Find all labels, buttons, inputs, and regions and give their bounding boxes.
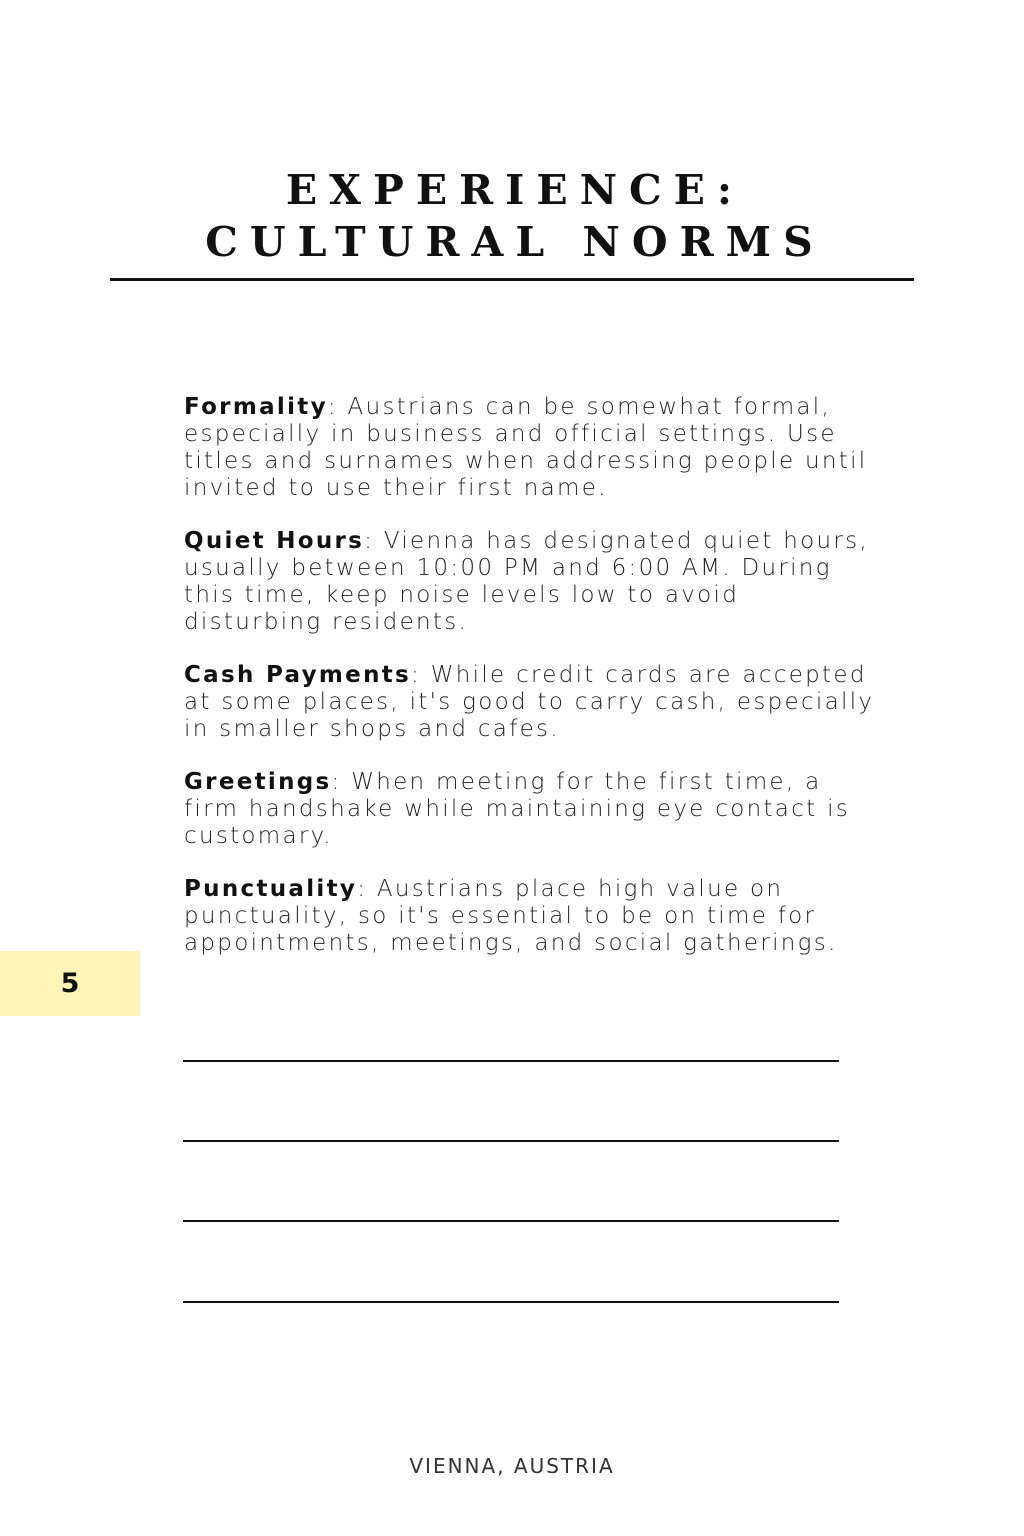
norm-text: : When meeting for the first time, a firm handshake while maintaining eye contact is customary. (184, 769, 851, 849)
norm-text: : Vienna has designated quiet hours, usually between 10:00 PM and 6:00 AM. During this time, keep noise levels low to avoid disturbing residents. (184, 528, 870, 635)
norm-item-greetings (184, 769, 884, 850)
footer-location: VIENNA, AUSTRIA (409, 1454, 615, 1478)
norm-text: : Austrians place high value on punctuality, so it's essential to be on time for appointments, meetings, and social gatherings. (184, 876, 838, 956)
norm-term: Greetings (184, 769, 332, 795)
writing-line (183, 1220, 839, 1222)
norm-item-cash-payments (184, 662, 884, 743)
norms-list (184, 394, 884, 983)
page-number: 5 (60, 968, 80, 999)
norm-item-formality (184, 394, 884, 502)
norm-term: Formality (184, 394, 328, 420)
norm-term: Punctuality (184, 876, 358, 902)
writing-line (183, 1060, 839, 1062)
writing-line (183, 1140, 839, 1142)
norm-item-punctuality (184, 876, 884, 957)
norm-text: : Austrians can be somewhat formal, especially in business and official settings. Use titles and surnames when addressing people until invited to use their first name. (184, 394, 868, 501)
norm-text: : While credit cards are accepted at some places, it's good to carry cash, especially in smaller shops and cafes. (184, 662, 875, 742)
page-number-badge (0, 951, 140, 1016)
page-title: EXPERIENCE: CULTURAL NORMS (205, 166, 825, 266)
norm-term: Cash Payments (184, 662, 412, 688)
title-underline (110, 278, 914, 281)
norm-item-quiet-hours (184, 528, 884, 636)
norm-term: Quiet Hours (184, 528, 365, 554)
writing-line (183, 1301, 839, 1303)
